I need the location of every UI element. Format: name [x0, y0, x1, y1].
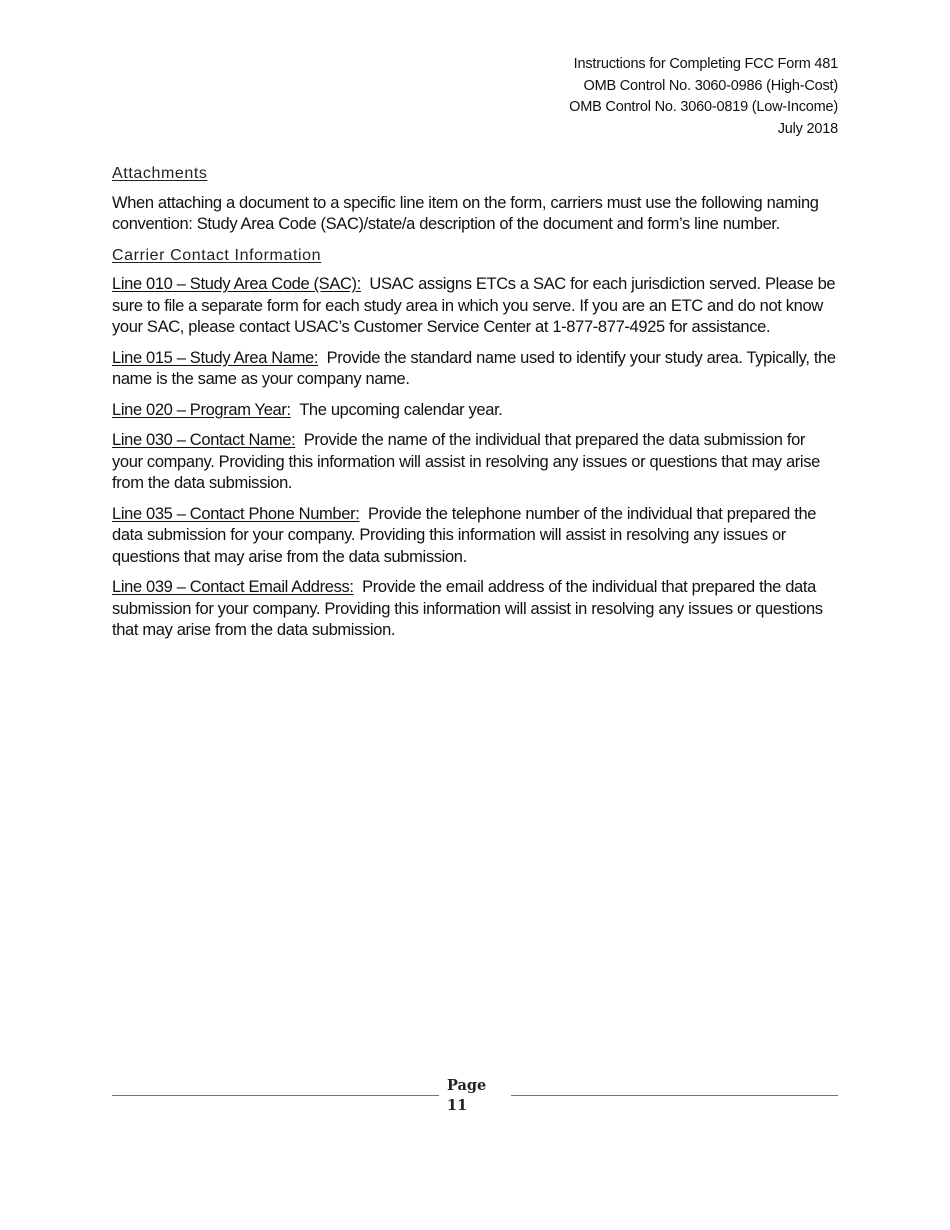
line-039-paragraph [112, 577, 838, 642]
line-039-text: Provide the email address of the individual that prepared the data submission for your company. Providing this information will assist in resolving any issues or questions that may arise from the data submission. [112, 578, 823, 639]
page-footer [112, 1076, 838, 1120]
line-010-paragraph [112, 274, 838, 339]
carrier-contact-heading: Carrier Contact Information [112, 246, 322, 264]
line-015-label: Line 015 – Study Area Name: [112, 348, 319, 367]
attachments-paragraph: When attaching a document to a specific line item on the form, carriers must use the following naming convention: Study Area Code (SAC)/state/a description of the document and form’s line number. [112, 193, 819, 233]
header-date: July 2018 [777, 120, 838, 137]
header-omb-high-cost: OMB Control No. 3060-0986 (High-Cost) [583, 77, 838, 94]
page-number-block [447, 1076, 486, 1116]
document-header [569, 54, 838, 140]
line-035-paragraph [112, 504, 838, 569]
line-020-label: Line 020 – Program Year: [112, 400, 291, 419]
line-015-text: Provide the standard name used to identify your study area. Typically, the name is the same as your company name. [112, 348, 836, 388]
footer-rule-left [112, 1095, 439, 1096]
header-form-title: Instructions for Completing FCC Form 481 [573, 56, 838, 72]
header-omb-low-income: OMB Control No. 3060-0819 (Low-Income) [569, 99, 838, 115]
line-035-label: Line 035 – Contact Phone Number: [112, 504, 360, 523]
line-035-text: Provide the telephone number of the individual that prepared the data submission for your company. Providing this information will assist in resolving any issues or questions that may arise from the data submission. [112, 504, 817, 566]
line-015-paragraph [112, 348, 838, 391]
line-020-text: The upcoming calendar year. [299, 400, 503, 419]
line-030-paragraph [112, 430, 838, 495]
line-010-label: Line 010 – Study Area Code (SAC): [112, 275, 361, 293]
line-039-label: Line 039 – Contact Email Address: [112, 578, 354, 596]
line-030-text: Provide the name of the individual that prepared the data submission for your company. Providing this information will assist in resolving any issues or questions that may arise from the data submission. [112, 431, 820, 492]
line-030-label: Line 030 – Contact Name: [112, 431, 296, 449]
line-010-text: USAC assigns ETCs a SAC for each jurisdiction served. Please be sure to file a separate form for each study area in which you serve. If you are an ETC and do not know your SAC, please contact USAC’s Customer Service Center at 1-877-877-4925 for assistance. [112, 275, 836, 336]
attachments-heading: Attachments [112, 165, 208, 182]
line-020-paragraph [112, 400, 838, 422]
page-word: Page [447, 1077, 487, 1094]
page-number: 11 [447, 1097, 468, 1114]
footer-rule-right [511, 1095, 838, 1096]
document-body [112, 163, 838, 651]
